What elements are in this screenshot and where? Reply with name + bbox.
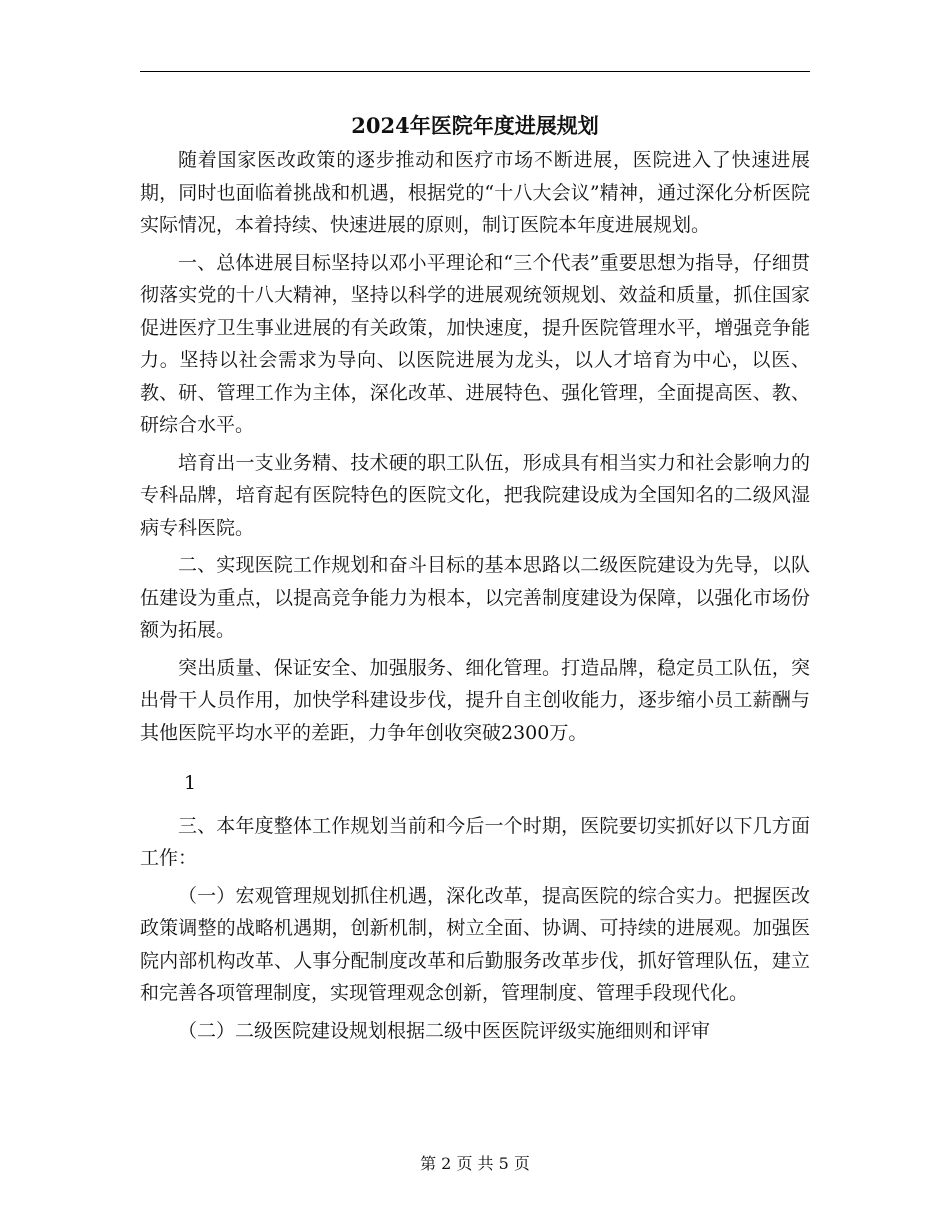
header-rule: [140, 71, 810, 72]
paragraph-level-two-hospital: （二）二级医院建设规划根据二级中医医院评级实施细则和评审: [178, 1019, 711, 1042]
document-body: [140, 144, 810, 1047]
paragraph-macro-management: （一）宏观管理规划抓住机遇，深化改革，提高医院的综合实力。把握医改政策调整的战略机遇期，创新机制，树立全面、协调、可持续的进展观。加强医院内部机构改革、人事分配制度改革和后勤服务改革步伐，抓好管理队伍，建立和完善各项管理制度，实现管理观念创新，管理制度、管理手段现代化。: [140, 884, 810, 1004]
inline-page-number: 1: [184, 772, 197, 794]
paragraph-quality: 突出质量、保证安全、加强服务、细化管理。打造品牌，稳定员工队伍，突出骨干人员作用，加快学科建设步伐，提升自主创收能力，逐步缩小员工薪酬与其他医院平均水平的差距，力争年创收突破2300万。: [140, 656, 810, 744]
page-footer: 第 2 页 共 5 页: [420, 1154, 530, 1173]
paragraph-section-3: 三、本年度整体工作规划当前和今后一个时期，医院要切实抓好以下几方面工作：: [140, 814, 810, 869]
paragraph-section-2: 二、实现医院工作规划和奋斗目标的基本思路以二级医院建设为先导，以队伍建设为重点，以提高竞争能力为根本，以完善制度建设为保障，以强化市场份额为拓展。: [140, 554, 810, 641]
paragraph-intro: 随着国家医改政策的逐步推动和医疗市场不断进展，医院进入了快速进展期，同时也面临着挑战和机遇，根据党的“十八大会议”精神，通过深化分析医院实际情况，本着持续、快速进展的原则，制订医院本年度进展规划。: [140, 149, 810, 236]
paragraph-team: 培育出一支业务精、技术硬的职工队伍，形成具有相当实力和社会影响力的专科品牌，培育起有医院特色的医院文化，把我院建设成为全国知名的二级风湿病专科医院。: [140, 451, 810, 539]
paragraph-section-1: 一、总体进展目标坚持以邓小平理论和“三个代表”重要思想为指导，仔细贯彻落实党的十八大精神，坚持以科学的进展观统领规划、效益和质量，抓住国家促进医疗卫生事业进展的有关政策，加快速度，提升医院管理水平，增强竞争能力。坚持以社会需求为导向、以医院进展为龙头，以人才培育为中心，以医、教、研、管理工作为主体，深化改革、进展特色、强化管理，全面提高医、教、研综合水平。: [140, 251, 810, 436]
document-title: 2024年医院年度进展规划: [351, 113, 599, 138]
